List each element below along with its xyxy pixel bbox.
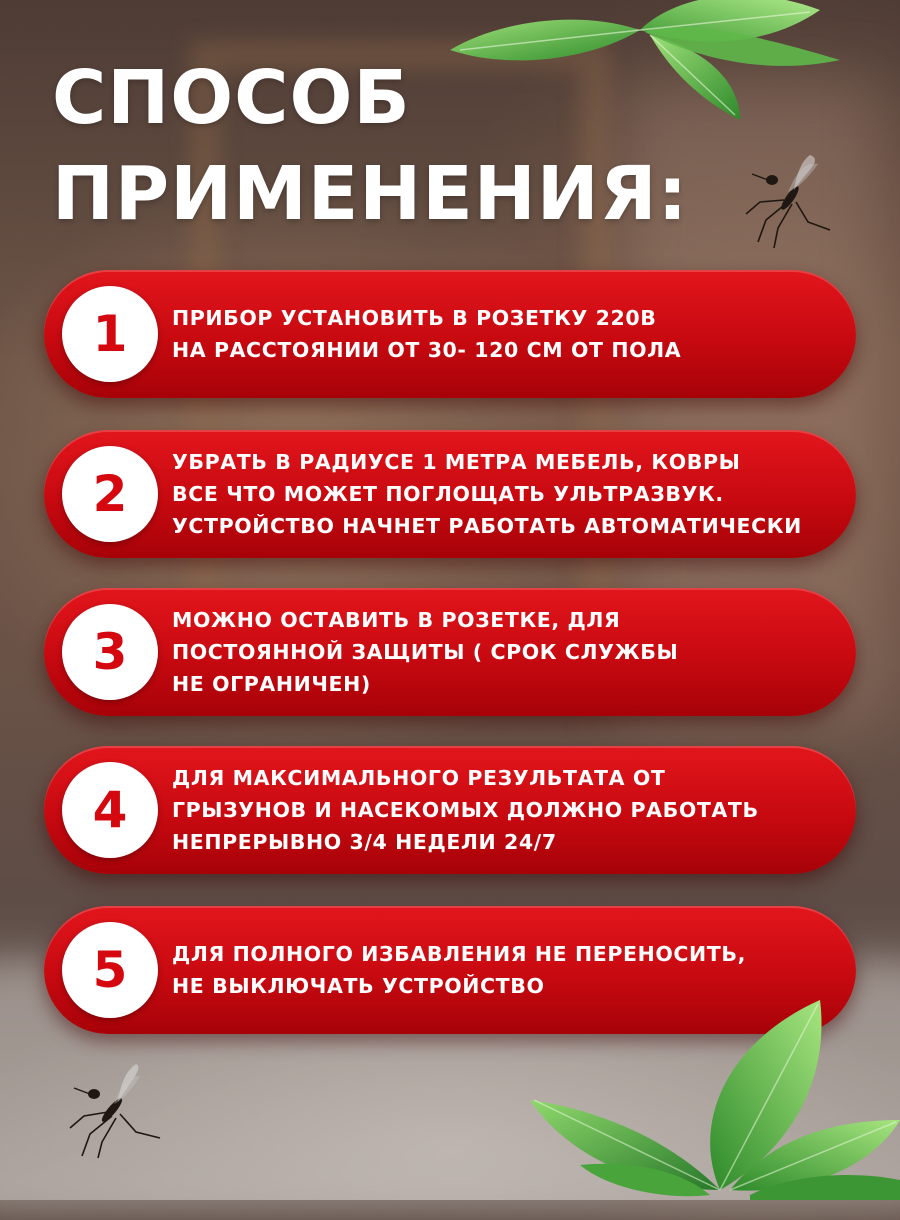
- step-text-line: УБРАТЬ В РАДИУСЕ 1 МЕТРА МЕБЕЛЬ, КОВРЫ: [172, 450, 741, 474]
- step-number-badge: 2: [62, 446, 158, 542]
- step-number-badge: 4: [62, 762, 158, 858]
- step-3: [44, 588, 856, 716]
- step-text-line: ВСЕ ЧТО МОЖЕТ ПОГЛОЩАТЬ УЛЬТРАЗВУК.: [172, 482, 724, 506]
- title-line-1: СПОСОБ: [52, 55, 411, 141]
- step-number-badge: 1: [62, 286, 158, 382]
- step-text-line: УСТРОЙСТВО НАЧНЕТ РАБОТАТЬ АВТОМАТИЧЕСКИ: [172, 514, 802, 538]
- step-text-line: ГРЫЗУНОВ И НАСЕКОМЫХ ДОЛЖНО РАБОТАТЬ: [172, 798, 759, 822]
- step-text-line: НЕ ОГРАНИЧЕН): [172, 672, 371, 696]
- page-title: [52, 50, 688, 242]
- step-text: [172, 270, 838, 398]
- step-text-line: НЕ ВЫКЛЮЧАТЬ УСТРОЙСТВО: [172, 974, 545, 998]
- step-text-line: МОЖНО ОСТАВИТЬ В РОЗЕТКЕ, ДЛЯ: [172, 608, 621, 632]
- step-2: [44, 430, 856, 558]
- step-text-line: ПРИБОР УСТАНОВИТЬ В РОЗЕТКУ 220В: [172, 306, 657, 330]
- mosquito-icon: [64, 1060, 174, 1160]
- mosquito-icon: [738, 150, 848, 250]
- step-number-badge: 3: [62, 604, 158, 700]
- step-text-line: ДЛЯ ПОЛНОГО ИЗБАВЛЕНИЯ НЕ ПЕРЕНОСИТЬ,: [172, 942, 746, 966]
- step-text-line: НЕПРЕРЫВНО 3/4 НЕДЕЛИ 24/7: [172, 830, 557, 854]
- step-text-line: НА РАССТОЯНИИ ОТ 30- 120 СМ ОТ ПОЛА: [172, 338, 682, 362]
- step-text-line: ПОСТОЯННОЙ ЗАЩИТЫ ( СРОК СЛУЖБЫ: [172, 640, 679, 664]
- leaf-bottom-icon: [520, 990, 900, 1200]
- step-1: [44, 270, 856, 398]
- step-number-badge: 5: [62, 922, 158, 1018]
- step-text: [172, 746, 838, 874]
- title-line-2: ПРИМЕНЕНИЯ:: [52, 151, 689, 237]
- step-text-line: ДЛЯ МАКСИМАЛЬНОГО РЕЗУЛЬТАТА ОТ: [172, 766, 666, 790]
- step-4: [44, 746, 856, 874]
- step-text: [172, 588, 838, 716]
- step-text: [172, 430, 838, 558]
